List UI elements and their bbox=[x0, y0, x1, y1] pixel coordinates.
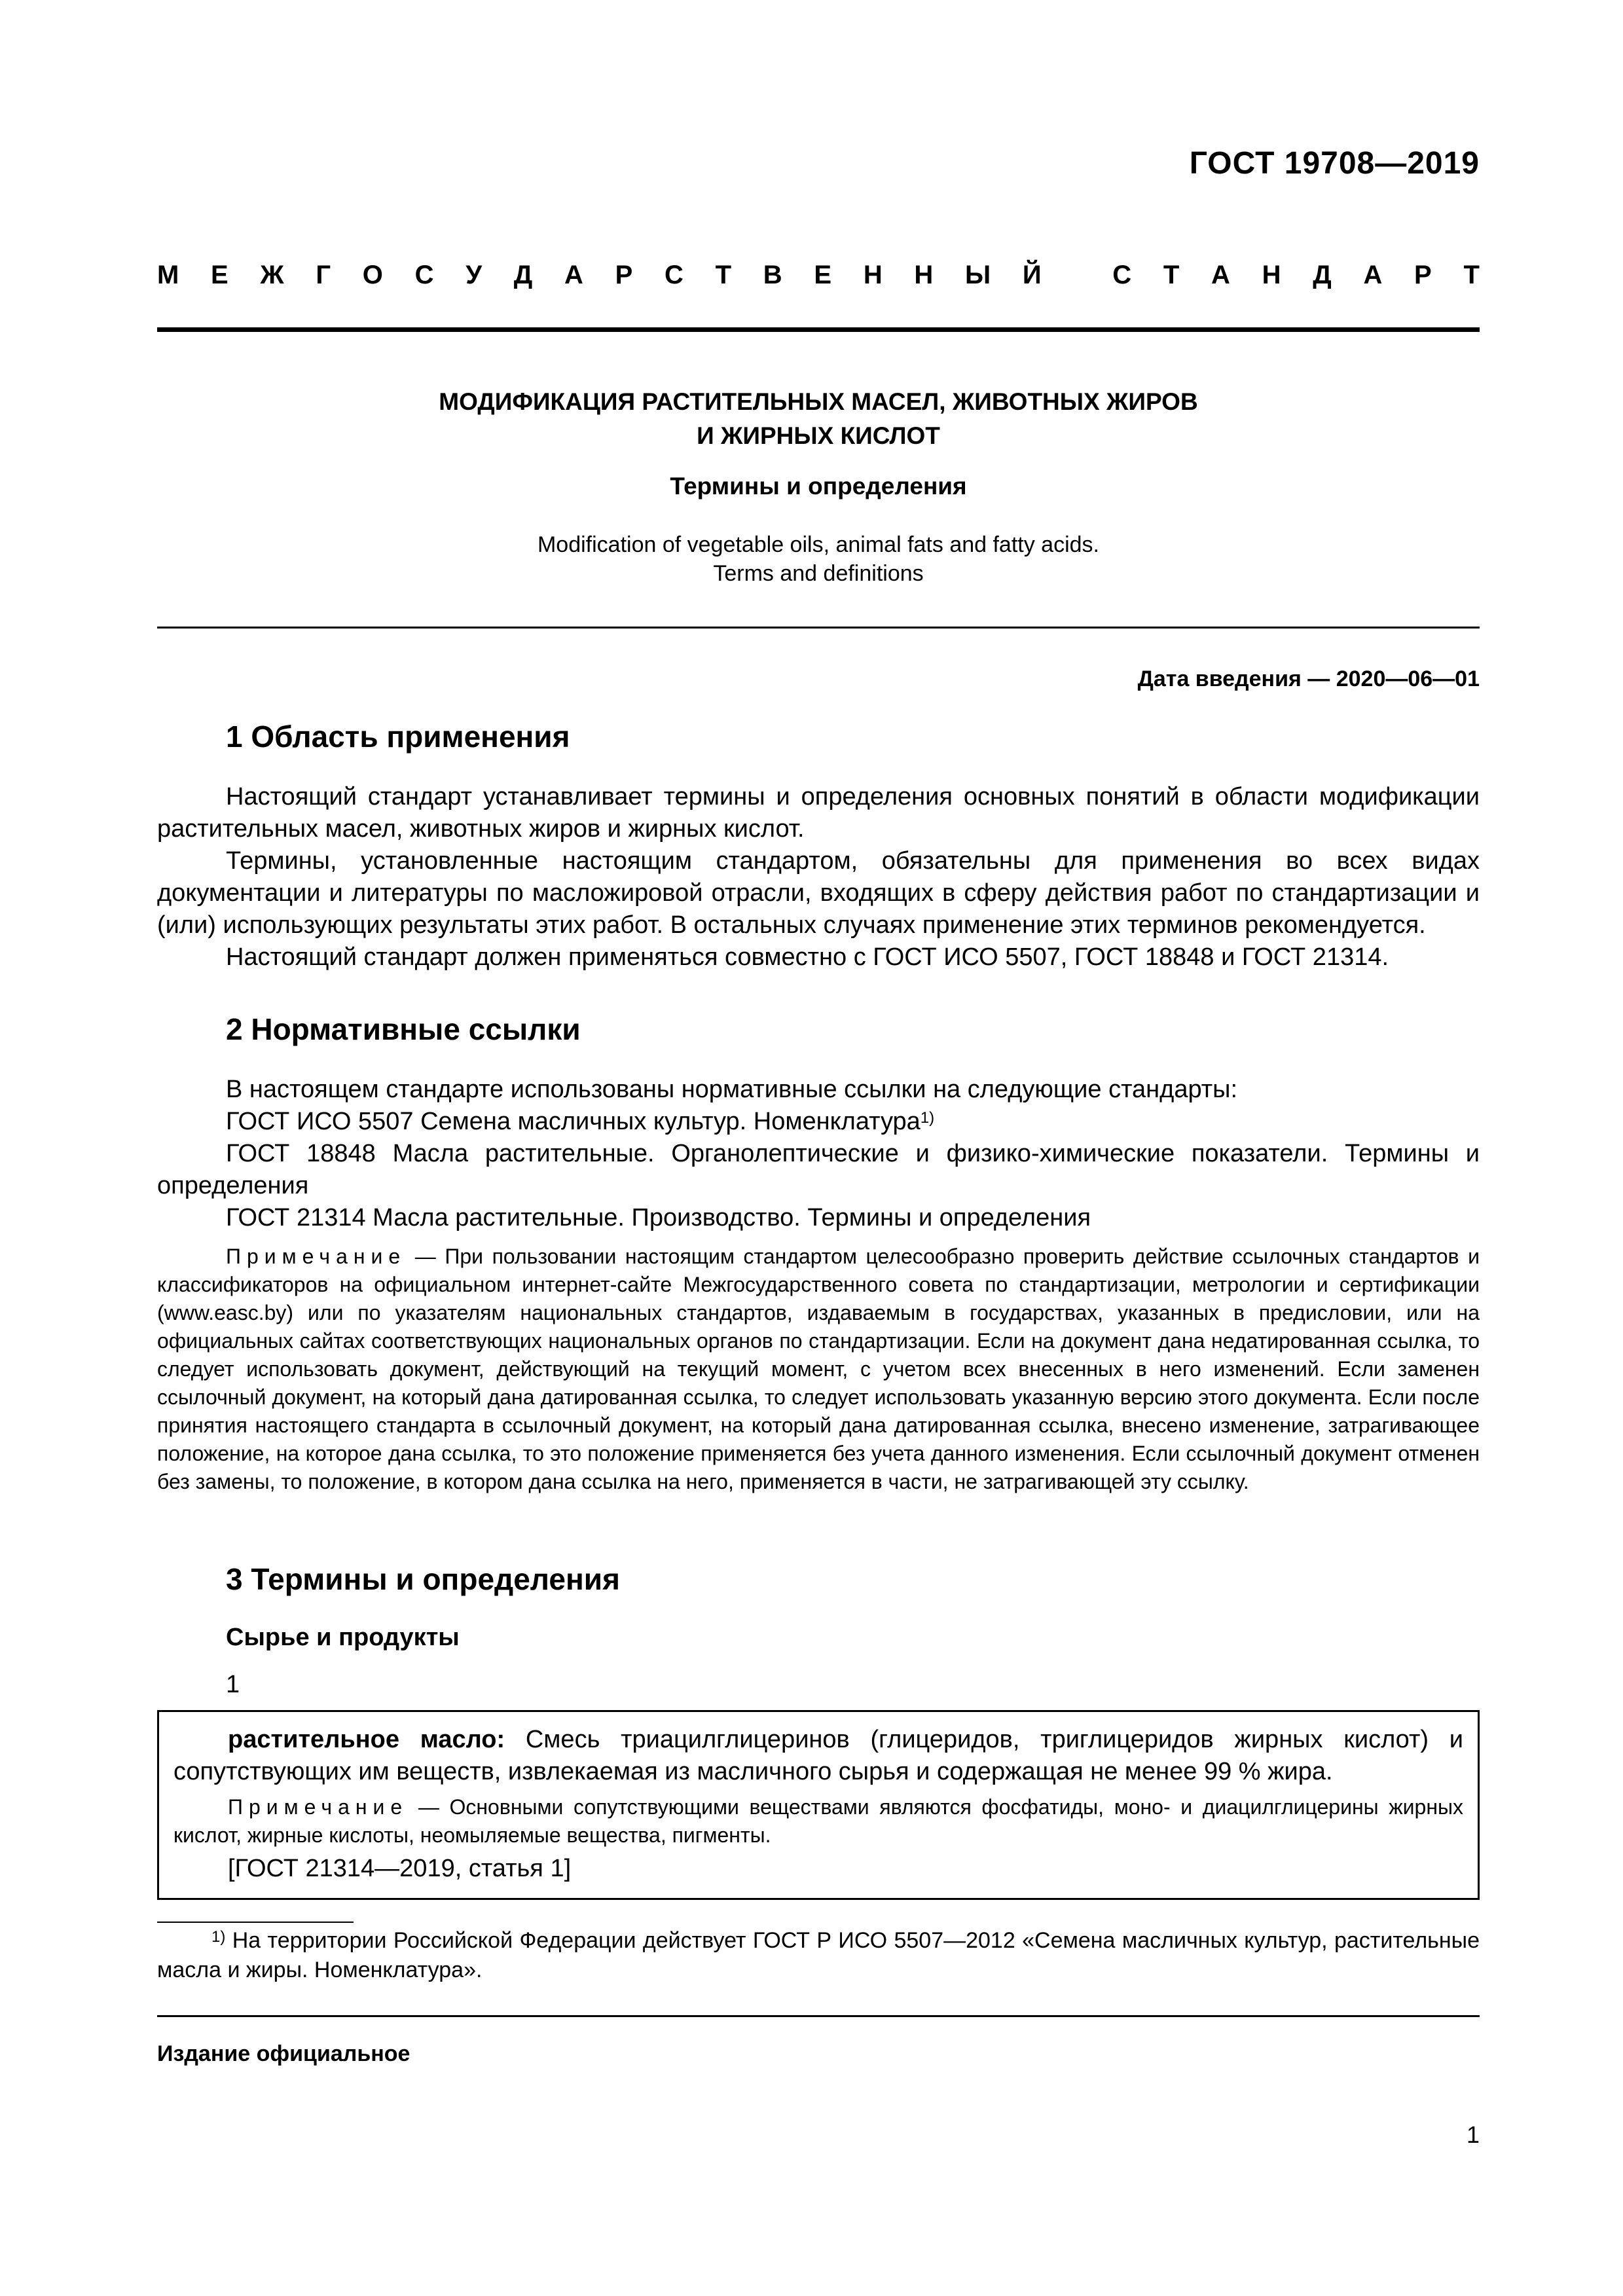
banner-letter: М bbox=[157, 261, 179, 289]
title-en-line-1: Modification of vegetable oils, animal fats and fatty acids. bbox=[537, 532, 1100, 557]
banner-letter: Т bbox=[1163, 261, 1180, 289]
banner-letter: Д bbox=[513, 261, 533, 289]
banner-letter: Т bbox=[1463, 261, 1480, 289]
banner-letter: Ы bbox=[965, 261, 991, 289]
section-1-paragraph-3: Настоящий стандарт должен применяться совместно с ГОСТ ИСО 5507, ГОСТ 18848 и ГОСТ 21314. bbox=[226, 943, 1389, 971]
section-1-paragraph-2: Термины, установленные настоящим стандартом, обязательны для применения во всех видах документации и литературы по масложировой отрасли, входящих в сферу действия работ по стандартизации и (или) использующих результаты этих работ. В остальных случаях применение этих терминов рекомендуется. bbox=[157, 847, 1480, 939]
title-line-2: И ЖИРНЫХ КИСЛОТ bbox=[697, 422, 940, 449]
normative-ref-2: ГОСТ 18848 Масла растительные. Органолептические и физико-химические показатели. Термины и определения bbox=[157, 1140, 1480, 1199]
section-2-body bbox=[157, 1074, 1480, 1234]
intro-date: Дата введения — 2020—06—01 bbox=[1137, 666, 1480, 691]
document-title-ru bbox=[157, 385, 1480, 453]
banner-letter: С bbox=[1112, 261, 1132, 289]
note-label: Примечание bbox=[226, 1245, 407, 1268]
document-subtitle-ru: Термины и определения bbox=[670, 473, 967, 500]
normative-ref-1-text: ГОСТ ИСО 5507 Семена масличных культур. Номенклатура bbox=[226, 1108, 921, 1135]
footnote-number: 1) bbox=[211, 1928, 226, 1946]
section-2-paragraph-1: В настоящем стандарте использованы нормативные ссылки на следующие стандарты: bbox=[226, 1076, 1238, 1103]
note-text: — При пользовании настоящим стандартом целесообразно проверить действие ссылочных стандартов и классификаторов на официальном интернет-сайте Межгосударственного совета по стандартизации, метрологии и сертификации (www.easc.by) или по указателям национальных стандартов, издаваемым в государствах, указанных в предисловии, или на официальных сайтах соответствующих национальных органов по стандартизации. Если на документ дана недатированная ссылка, то следует использовать документ, действующий на текущий момент, с учетом всех внесенных в него изменений. Если заменен ссылочный документ, на который дана датированная ссылка, то следует использовать указанную версию этого документа. Если после принятия настоящего стандарта в ссылочный документ, на который дана датированная ссылка, внесено изменение, затрагивающее положение, на которое дана ссылка, то это положение применяется без учета данного изменения. Если ссылочный документ отменен без замены, то положение, в котором дана ссылка на него, применяется в части, не затрагивающей эту ссылку. bbox=[157, 1245, 1480, 1493]
banner-letter: Й bbox=[1022, 261, 1042, 289]
term-note-text: — Основными сопутствующими веществами являются фосфатиды, моно- и диацилглицерины жирных кислот, жирные кислоты, неомыляемые вещества, пигменты. bbox=[173, 1795, 1463, 1847]
term-definition-text: Смесь триацилглицеринов (глицеридов, триглицеридов жирных кислот) и сопутствующих им веществ, извлекаемая из масличного сырья и содержащая не менее 99 % жира. bbox=[173, 1726, 1464, 1785]
banner-letter: Р bbox=[1414, 261, 1432, 289]
banner-letter: Е bbox=[211, 261, 228, 289]
banner-letter: С bbox=[665, 261, 684, 289]
section-1-paragraph-1: Настоящий стандарт устанавливает термины и определения основных понятий в области модификации растительных масел, животных жиров и жирных кислот. bbox=[157, 783, 1480, 843]
footnote-marker: 1) bbox=[920, 1109, 935, 1127]
banner-letter: О bbox=[362, 261, 383, 289]
banner-letter: Н bbox=[1262, 261, 1281, 289]
title-line-1: МОДИФИКАЦИЯ РАСТИТЕЛЬНЫХ МАСЕЛ, ЖИВОТНЫХ ЖИРОВ bbox=[439, 388, 1198, 415]
banner-letter: Н bbox=[863, 261, 883, 289]
banner-letter: Р bbox=[615, 261, 633, 289]
banner-letter: В bbox=[763, 261, 782, 289]
section-1-heading: 1 Область применения bbox=[226, 720, 570, 754]
banner-letter: У bbox=[465, 261, 483, 289]
banner-letter: А bbox=[564, 261, 583, 289]
banner-letter: Н bbox=[914, 261, 934, 289]
term-entry-box bbox=[157, 1710, 1480, 1900]
banner-letter: Д bbox=[1313, 261, 1332, 289]
banner-letter: С bbox=[414, 261, 434, 289]
banner-gap bbox=[1073, 261, 1080, 290]
normative-ref-1 bbox=[157, 1106, 1480, 1138]
footnote-rule bbox=[157, 1922, 354, 1923]
doc-number: ГОСТ 19708—2019 bbox=[1189, 146, 1480, 181]
term-note-label: Примечание bbox=[228, 1795, 409, 1819]
term-number: 1 bbox=[226, 1671, 240, 1698]
section-3-heading: 3 Термины и определения bbox=[226, 1562, 620, 1596]
banner-letter: Е bbox=[814, 261, 832, 289]
banner-letter: А bbox=[1363, 261, 1383, 289]
document-title-en bbox=[157, 530, 1480, 588]
header-rule bbox=[157, 327, 1480, 332]
term-note bbox=[173, 1793, 1463, 1850]
term-source-ref: [ГОСТ 21314—2019, статья 1] bbox=[228, 1855, 572, 1882]
section-3-subheading: Сырье и продукты bbox=[226, 1624, 460, 1651]
section-2-heading: 2 Нормативные ссылки bbox=[226, 1012, 581, 1046]
banner-letter: А bbox=[1211, 261, 1230, 289]
banner-letter: Т bbox=[715, 261, 732, 289]
normative-ref-3: ГОСТ 21314 Масла растительные. Производство. Термины и определения bbox=[226, 1204, 1091, 1231]
edition-label: Издание официальное bbox=[157, 2041, 410, 2066]
footnote-text: На территории Российской Федерации действует ГОСТ Р ИСО 5507—2012 «Семена масличных культур, растительные масла и жиры. Номенклатура». bbox=[157, 1928, 1480, 1982]
footer-rule bbox=[157, 2015, 1480, 2017]
banner-letter: Ж bbox=[260, 261, 284, 289]
title-en-line-2: Terms and definitions bbox=[713, 561, 924, 586]
interstate-standard-banner bbox=[157, 261, 1480, 290]
section-2-note bbox=[157, 1243, 1480, 1496]
page-number: 1 bbox=[1466, 2121, 1480, 2148]
term-name: растительное масло: bbox=[228, 1726, 505, 1753]
banner-letter: Г bbox=[316, 261, 331, 289]
footnote bbox=[157, 1926, 1480, 1985]
term-definition bbox=[173, 1724, 1463, 1788]
section-1-body bbox=[157, 781, 1480, 974]
title-rule bbox=[157, 627, 1480, 629]
